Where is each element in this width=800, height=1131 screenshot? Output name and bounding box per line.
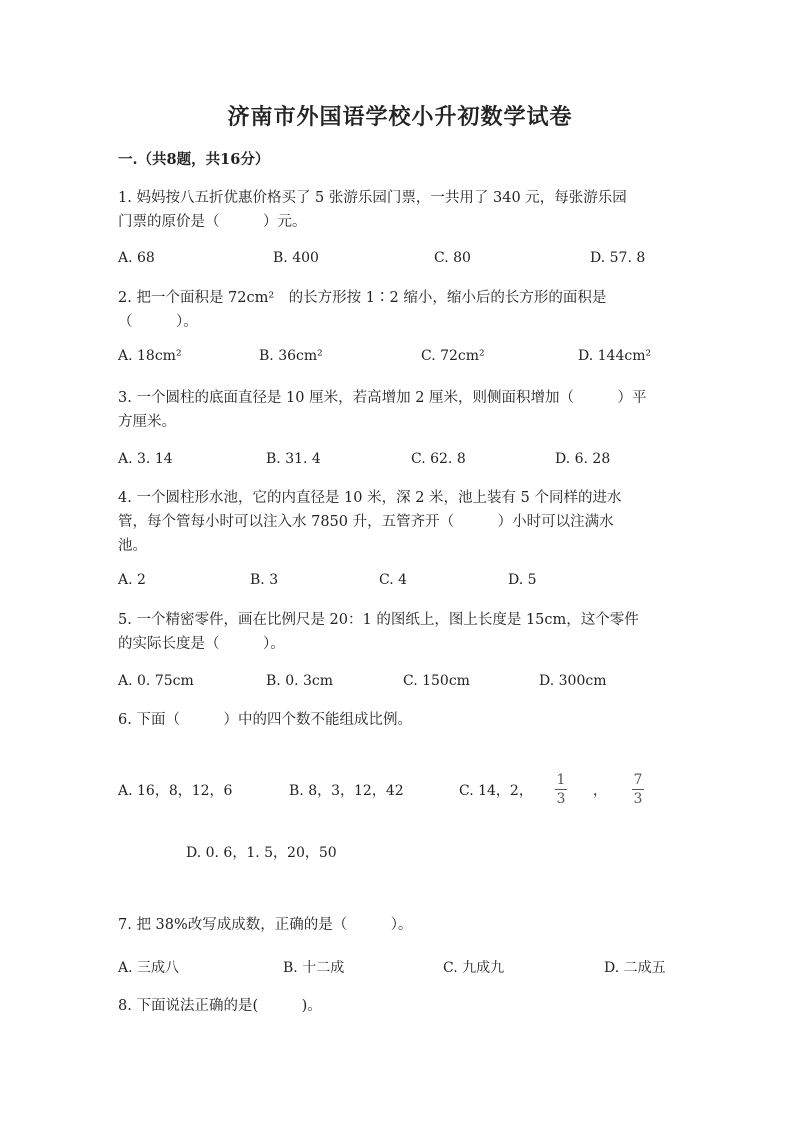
section-header: 一.（共8题，共16分）: [118, 151, 270, 168]
question-2-line-2: （ ）。: [118, 314, 198, 330]
question-3-option-c: C. 62. 8: [411, 451, 466, 467]
question-4-line-1: 4. 一个圆柱形水池，它的内直径是 10 米，深 2 米，池上装有 5 个同样的进水: [118, 490, 622, 506]
fraction-1-denominator: 3: [556, 791, 566, 807]
question-8-line-1: 8. 下面说法正确的是( )。: [118, 998, 322, 1014]
fraction-2-denominator: 3: [633, 791, 643, 807]
question-3: [118, 386, 684, 434]
question-2: [118, 286, 684, 334]
question-1-option-a: A. 68: [118, 250, 155, 266]
question-7-option-d: D. 二成五: [604, 960, 666, 976]
question-4-option-d: D. 5: [508, 572, 537, 588]
question-2-option-d: D. 144cm²: [578, 348, 652, 364]
question-1-option-d: D. 57. 8: [590, 250, 646, 266]
question-6-fraction-1: [555, 772, 567, 807]
question-7-option-c: C. 九成九: [443, 960, 505, 976]
question-7-option-a: A. 三成八: [118, 960, 180, 976]
question-6-option-d: D. 0. 6，1. 5，20，50: [186, 845, 337, 861]
fraction-2-numerator: 7: [633, 772, 643, 788]
question-8: [118, 994, 684, 1018]
fraction-2-bar: [632, 789, 644, 790]
question-1-line-1: 1. 妈妈按八五折优惠价格买了 5 张游乐园门票，一共用了 340 元，每张游乐园: [118, 190, 627, 206]
question-3-line-2: 方厘米。: [118, 414, 176, 430]
question-1-line-2: 门票的原价是（ ）元。: [118, 214, 307, 230]
question-2-option-c: C. 72cm²: [421, 348, 485, 364]
question-6-fraction-2: [632, 772, 644, 807]
question-6-option-b: B. 8，3，12，42: [289, 783, 404, 799]
question-6-option-a: A. 16，8，12，6: [118, 783, 233, 799]
fraction-1-bar: [555, 789, 567, 790]
question-5-line-2: 的实际长度是（ ）。: [118, 636, 285, 652]
question-1-option-b: B. 400: [273, 250, 319, 266]
question-4-option-c: C. 4: [379, 572, 408, 588]
question-4-line-3: 池。: [118, 538, 147, 554]
question-4-option-a: A. 2: [118, 572, 146, 588]
question-5-line-1: 5. 一个精密零件，画在比例尺是 20：1 的图纸上，图上长度是 15cm，这个零件: [118, 612, 639, 628]
page-title: 济南市外国语学校小升初数学试卷: [227, 104, 573, 130]
question-5-option-d: D. 300cm: [539, 673, 607, 689]
question-7-line-1: 7. 把 38%改写成成数，正确的是（ ）。: [118, 917, 413, 933]
question-6-line-1: 6. 下面（ ）中的四个数不能组成比例。: [118, 712, 412, 728]
question-5-option-a: A. 0. 75cm: [118, 673, 194, 689]
question-2-option-a: A. 18cm²: [118, 348, 182, 364]
question-7: [118, 913, 684, 937]
question-7-option-b: B. 十二成: [283, 960, 345, 976]
question-4-line-2: 管，每个管每小时可以注入水 7850 升，五管齐开（ ）小时可以注满水: [118, 514, 614, 530]
question-5: [118, 608, 684, 656]
fraction-1-numerator: 1: [556, 772, 566, 788]
question-3-line-1: 3. 一个圆柱的底面直径是 10 厘米，若高增加 2 厘米，则侧面积增加（ ）平: [118, 390, 647, 406]
question-5-option-b: B. 0. 3cm: [266, 673, 334, 689]
question-6-option-c: C. 14，2，: [459, 783, 533, 799]
question-3-option-d: D. 6. 28: [555, 451, 611, 467]
question-4-option-b: B. 3: [250, 572, 279, 588]
question-2-option-b: B. 36cm²: [259, 348, 323, 364]
question-6: [118, 708, 684, 732]
question-4: [118, 486, 684, 558]
question-6-comma: ，: [593, 783, 607, 799]
question-1: [118, 186, 684, 234]
question-5-option-c: C. 150cm: [403, 673, 470, 689]
question-2-line-1: 2. 把一个面积是 72cm² 的长方形按 1∶2 缩小，缩小后的长方形的面积是: [118, 290, 607, 306]
question-3-option-b: B. 31. 4: [266, 451, 321, 467]
question-1-option-c: C. 80: [434, 250, 471, 266]
question-3-option-a: A. 3. 14: [118, 451, 173, 467]
